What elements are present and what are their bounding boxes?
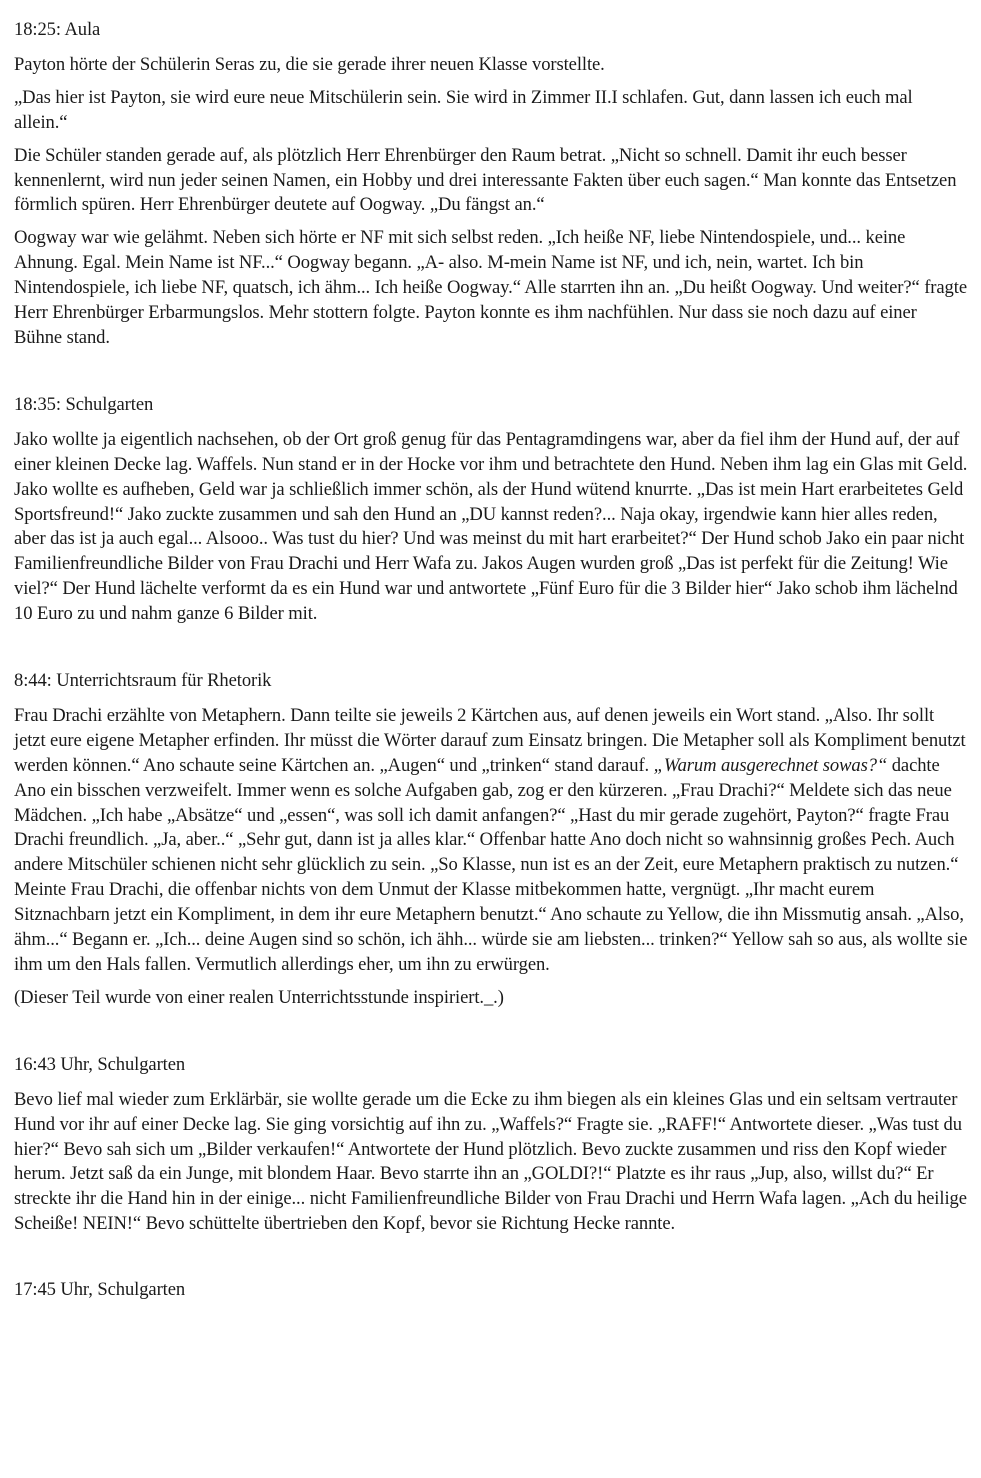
scene-schulgarten-2 — [14, 1053, 969, 1237]
paragraph: „Das hier ist Payton, sie wird eure neue Mitschülerin sein. Sie wird in Zimmer II.I schlafen. Gut, dann lassen ich euch mal allein.“ — [14, 86, 913, 133]
document-page — [14, 18, 969, 1313]
scene-heading: 18:35: Schulgarten — [14, 393, 154, 415]
scene-aula — [14, 18, 969, 351]
author-note: (Dieser Teil wurde von einer realen Unterrichtsstunde inspiriert._.) — [14, 986, 504, 1008]
section-spacer — [14, 1019, 969, 1053]
paragraph: Die Schüler standen gerade auf, als plötzlich Herr Ehrenbürger den Raum betrat. „Nicht so schnell. Damit ihr euch besser kennenlernt, wird nun jeder seinen Namen, ein Hobby und drei interessante Fakten über euch sagen.“ Man konnte das Entsetzen förmlich spüren. Herr Ehrenbürger deutete auf Oogway. „Du fängst an.“ — [14, 144, 957, 216]
section-spacer — [14, 1245, 969, 1278]
scene-heading: 8:44: Unterrichtsraum für Rhetorik — [14, 670, 272, 692]
paragraph: Payton hörte der Schülerin Seras zu, die sie gerade ihrer neuen Klasse vorstellte. — [14, 53, 605, 75]
scene-heading: 16:43 Uhr, Schulgarten — [14, 1053, 186, 1075]
paragraph-text: dachte Ano ein bisschen verzweifelt. Immer wenn es solche Aufgaben gab, zog er den kürzeren. „Frau Drachi?“ Meldete sich das neue Mädchen. „Ich habe „Absätze“ und „essen“, was soll ich damit anfangen?“ „Hast du mir gerade zugehört, Payton?“ fragte Frau Drachi freundlich. „Ja, aber..“ „Sehr gut, dann ist ja alles klar.“ Offenbar hatte Ano doch nicht so wahnsinnig großes Pech. Auch andere Mitschüler schienen nicht sehr glücklich zu sein. „So Klasse, nun ist es an der Zeit, eure Metaphern praktisch zu nutzen.“ Meinte Frau Drachi, die offenbar nichts von dem Unmut der Klasse mitbekommen hatte, vergnügt. „Ihr macht eurem Sitznachbarn jetzt ein Kompliment, in dem ihr eure Metaphern benutzt.“ Ano schaute zu Yellow, die ihn Missmutig ansah. „Also, ähm...“ Begann er. „Ich... deine Augen sind so schön, ich ähh... würde sie am liebsten... trinken?“ Yellow sah so aus, als wollte sie ihm um den Hals fallen. Vermutlich allerdings eher, um ihn zu erwürgen. — [14, 754, 968, 975]
paragraph: Oogway war wie gelähmt. Neben sich hörte er NF mit sich selbst reden. „Ich heiße NF, liebe Nintendospiele, und... keine Ahnung. Egal. Mein Name ist NF...“ Oogway begann. „A- also. M-mein Name ist NF, und ich, nein, wartet. Ich bin Nintendospiele, ich liebe NF, quatsch, ich ähm... Ich heiße Oogway.“ Alle starrten ihn an. „Du heißt Oogway. Und weiter?“ fragte Herr Ehrenbürger Erbarmungslos. Mehr stottern folgte. Payton konnte es ihm nachfühlen. Nur dass sie noch dazu auf einer Bühne stand. — [14, 227, 967, 348]
scene-heading: 18:25: Aula — [14, 19, 101, 40]
paragraph — [14, 704, 969, 978]
paragraph-text: Frau Drachi erzählte von Metaphern. Dann teilte sie jeweils 2 Kärtchen aus, auf denen jeweils ein Wort stand. „Also. Ihr sollt jetzt eure eigene Metapher erfinden. Ihr müsst die Wörter darauf zum Einsatz bringen. Die Metapher soll als Kompliment benutzt werden können.“ Ano schaute seine Kärtchen an. „Augen“ und „trinken“ stand darauf. — [14, 704, 966, 776]
paragraph: Jako wollte ja eigentlich nachsehen, ob der Ort groß genug für das Pentagramdingens war, aber da fiel ihm der Hund auf, der auf einer kleinen Decke lag. Waffels. Nun stand er in der Hocke vor ihm und betrachtete den Hund. Neben ihm lag ein Glas mit Geld. Jako wollte es aufheben, Geld war ja schließlich immer schön, als der Hund wütend knurrte. „Das ist mein Hart erarbeitetes Geld Sportsfreund!“ Jako zuckte zusammen und sah den Hund an „DU kannst reden?... Naja okay, irgendwie kann hier alles reden, aber das ist ja auch egal... Alsooo.. Was tust du hier? Und was meinst du mit hart erarbeitet?“ Der Hund schob Jako ein paar nicht Familienfreundliche Bilder von Frau Drachi und Herr Wafa zu. Jakos Augen wurden groß „Das ist perfekt für die Zeitung! Wie viel?“ Der Hund lächelte verformt da es ein Hund war und antwortete „Fünf Euro für die 3 Bilder hier“ Jako schob ihm lächelnd 10 Euro zu und nahm ganze 6 Bilder mit. — [14, 428, 968, 625]
section-spacer — [14, 635, 969, 669]
scene-rhetorik — [14, 669, 969, 1011]
paragraph: Bevo lief mal wieder zum Erklärbär, sie wollte gerade um die Ecke zu ihm biegen als ein kleines Glas und ein seltsam vertrauter Hund vor ihr auf einer Decke lag. Sie ging vorsichtig auf ihn zu. „Waffels?“ Fragte sie. „RAFF!“ Antwortete dieser. „Was tust du hier?“ Bevo sah sich um „Bilder verkaufen!“ Antwortete der Hund plötzlich. Bevo zuckte zusammen und riss den Kopf wieder herum. Jetzt saß da ein Junge, mit blondem Haar. Bevo starrte ihn an „GOLDI?!“ Platzte es ihr raus „Jup, also, willst du?“ Er streckte ihr die Hand hin in der einige... nicht Familienfreundliche Bilder von Frau Drachi und Herrn Wafa lagen. „Ach du heilige Scheiße! NEIN!“ Bevo schüttelte übertrieben den Kopf, bevor sie Richtung Hecke rannte. — [14, 1088, 967, 1235]
scene-schulgarten-1 — [14, 393, 969, 627]
inner-thought: „Warum ausgerechnet sowas?“ — [653, 754, 888, 776]
scene-heading: 17:45 Uhr, Schulgarten — [14, 1279, 186, 1301]
scene-schulgarten-3 — [14, 1278, 969, 1303]
section-spacer — [14, 359, 969, 393]
